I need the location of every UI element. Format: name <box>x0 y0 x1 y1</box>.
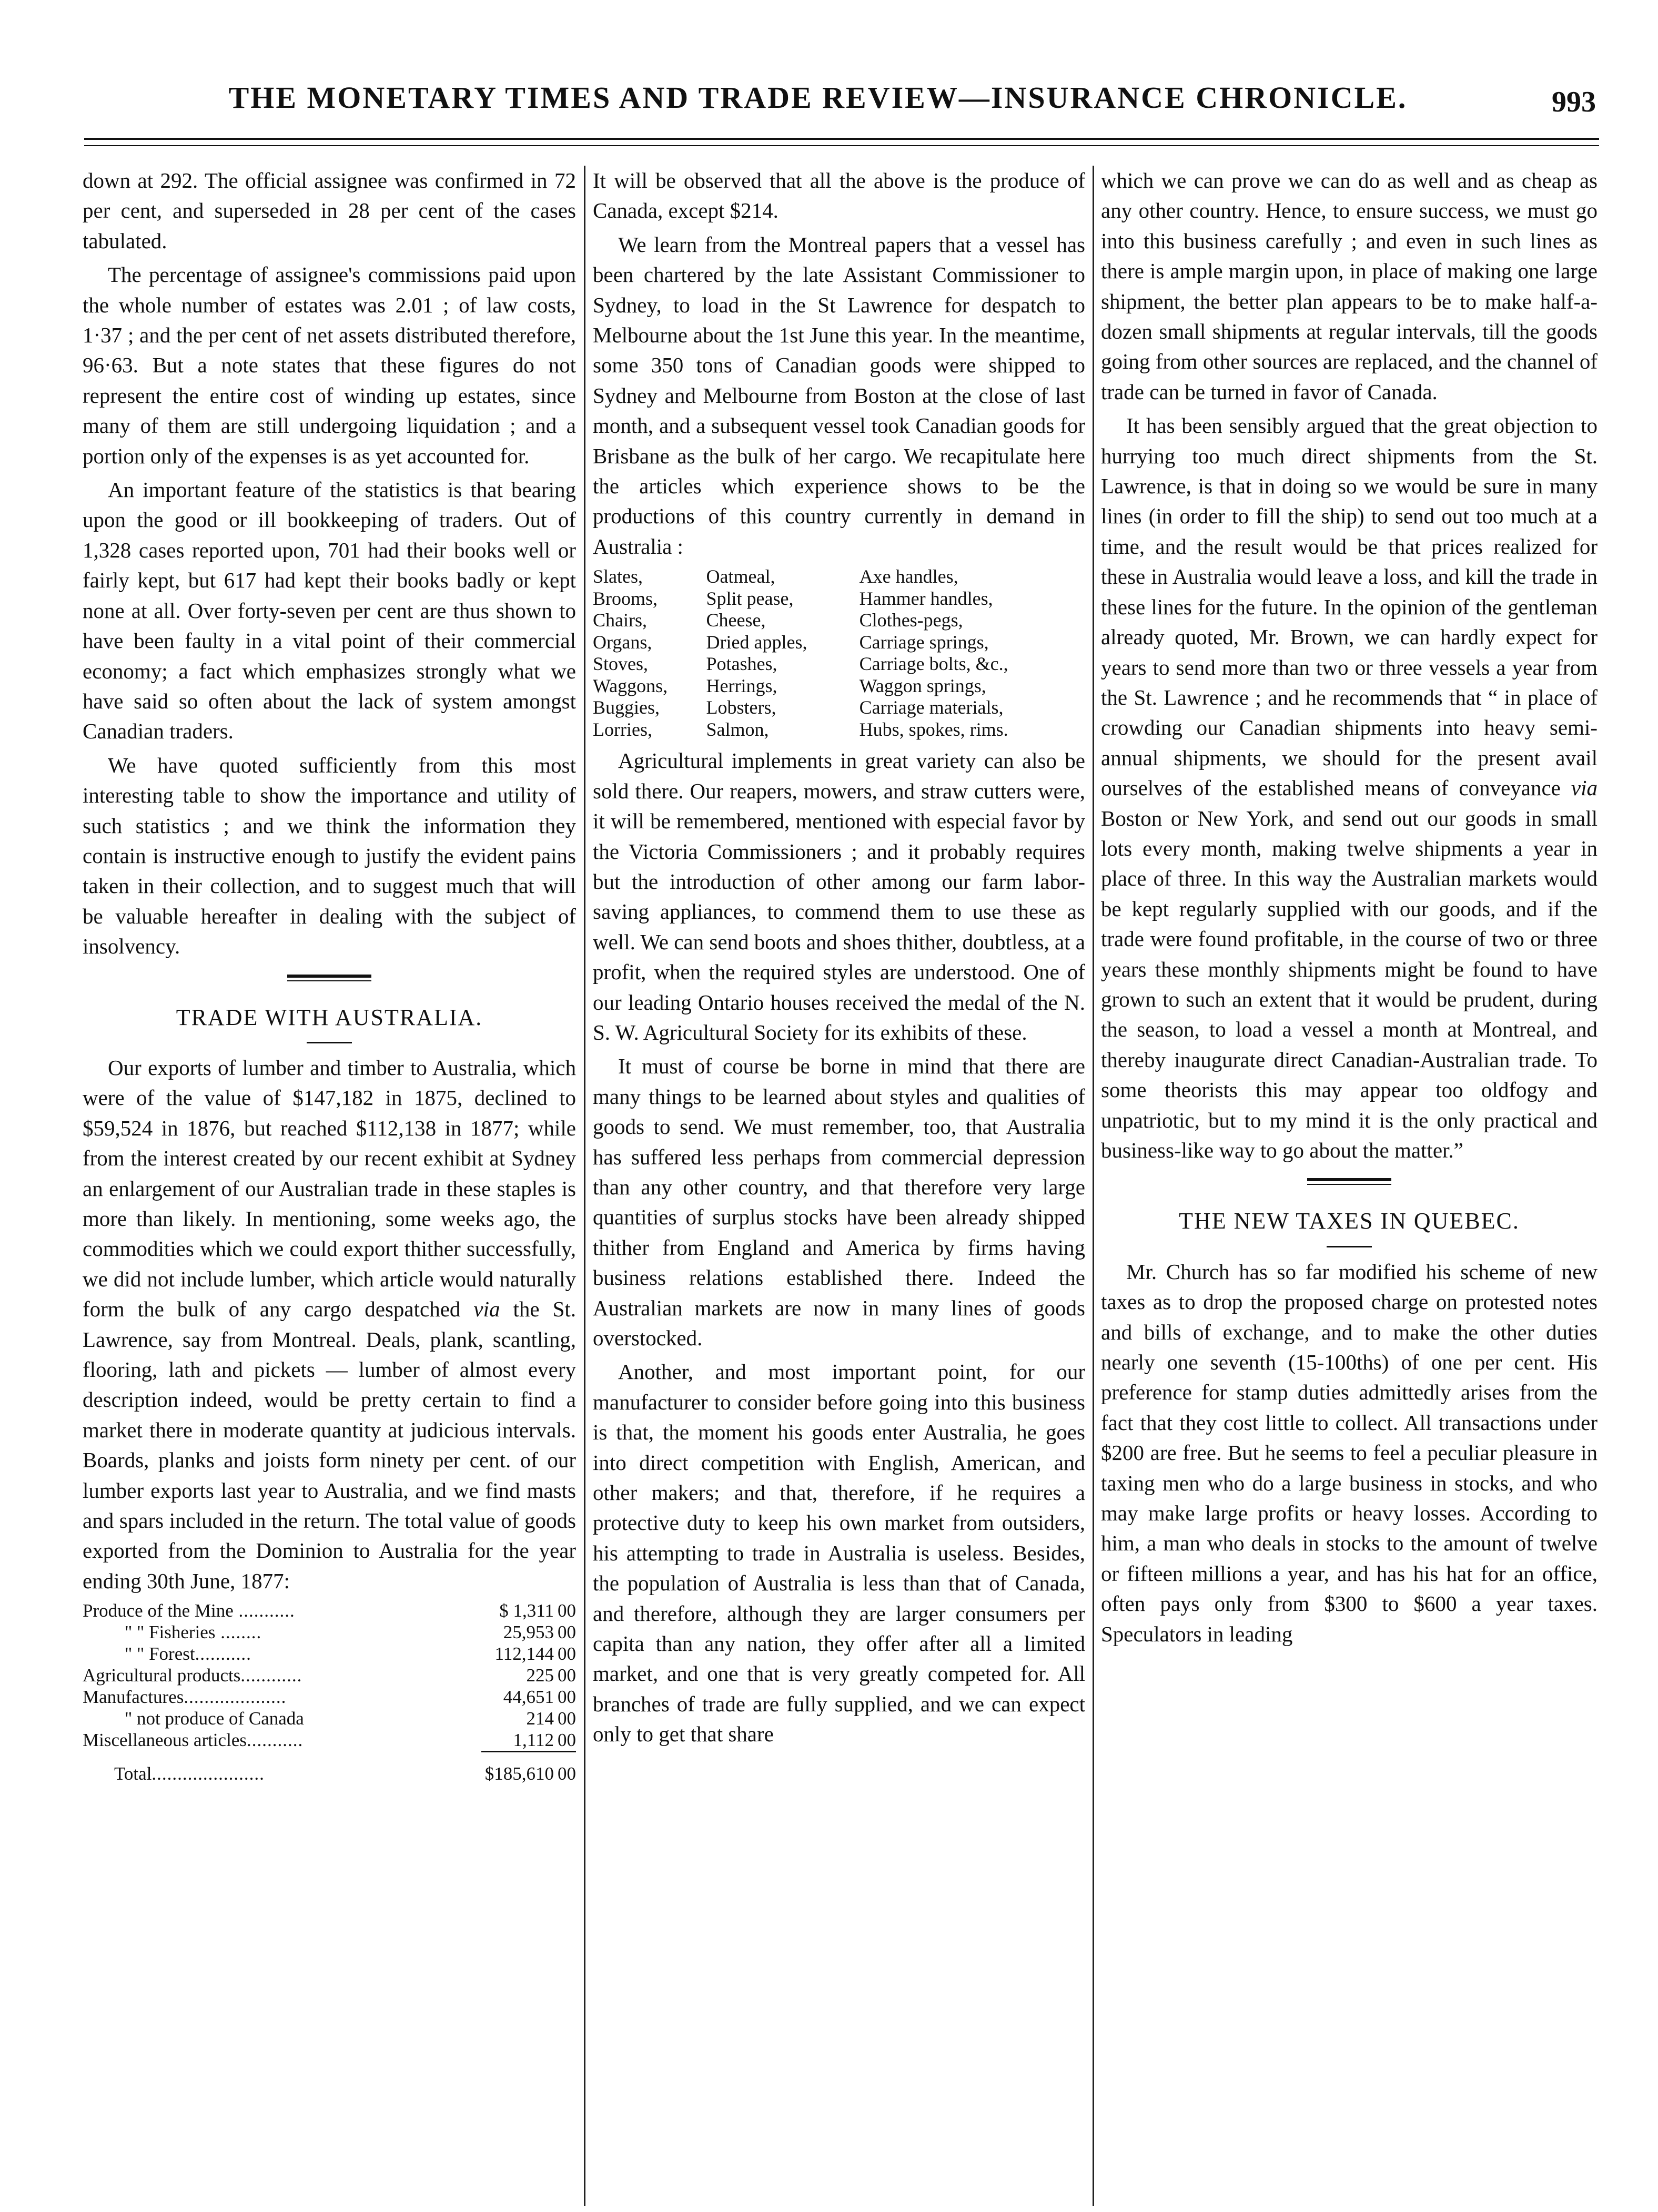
goods-item: Split pease, <box>706 587 794 609</box>
column-1 <box>83 166 576 1784</box>
paragraph: The percentage of assignee's commissions paid upon the whole number of estates was 2.01 ; of law costs, 1·37 ; and the per cent of net assets distributed therefore, 96·63. But a note states that these figures do not represent the entire cost of winding up estates, since many of them are still undergoing liquidation ; and a portion only of the expenses is as yet accounted for. <box>83 262 576 468</box>
export-cents: 00 <box>558 1687 576 1708</box>
paragraph: An important feature of the statistics is that bearing upon the good or ill bookkeeping of traders. Out of 1,328 cases reported upon, 701 had their books well or fairly kept, but 617 had kept their books badly or kept none at all. Over forty-seven per cent are thus shown to have been faulty in a vital point of their commercial economy; a fact which emphasizes strongly what we have said so often about the lack of system amongst Canadian traders. <box>83 478 576 744</box>
export-cents: 00 <box>558 1665 576 1686</box>
total-cents: 00 <box>558 1763 576 1784</box>
paragraph: We learn from the Montreal papers that a vessel has been chartered by the late Assistant Commissioner to Sydney, to load in the St Lawrence for despatch to Melbourne about the 1st June this year. In the meantime, some 350 tons of Canadian goods were shipped to Sydney and Melbourne from Boston at the close of last month, and a subsequent vessel took Canadian goods for Brisbane as the bulk of her cargo. We recapitulate here the articles which experience shows to be the productions of this country currently in demand in Australia : <box>593 232 1085 559</box>
paragraph: Mr. Church has so far modified his scheme of new taxes as to drop the proposed charge on protested notes and bills of exchange, and to make the other duties nearly one seventh (15-100ths) of one per cent. His preference for stamp duties admittedly arises from the fact that they cost little to collect. All transactions under $200 are free. But he seems to feel a peculiar pleasure in taxing men who do a large business in stocks, and who may make large profits or heavy losses. According to him, a man who deals in stocks to the amount of twelve or fifteen millions a year, and has his hat for an office, often pays only from $300 to $600 a year taxes. Speculators in leading <box>1101 1259 1598 1646</box>
goods-item: Brooms, <box>593 587 658 609</box>
export-row <box>83 1686 576 1708</box>
total-rule <box>481 1751 576 1752</box>
export-label-text: Agricultural products <box>83 1665 241 1686</box>
goods-item: Carriage materials, <box>859 697 1004 718</box>
goods-item: Carriage bolts, &c., <box>859 653 1008 675</box>
header-rule-thick <box>84 138 1599 140</box>
paragraph: Another, and most important point, for our manufacturer to consider before going into this business is that, the moment his goods enter Australia, he goes into direct competition with English, American, and other makers; and that, therefore, if he requires a protective duty to keep his own market from outsiders, his attempting to trade in Australia is useless. Besides, the population of Australia is less than that of Canada, and therefore, although they are larger consumers per capita than any nation, they offer after all a limited market, and one that is very greatly competed for. All branches of trade are fully supplied, and we can expect only to get that share <box>593 1359 1085 1747</box>
goods-item: Lobsters, <box>706 697 776 718</box>
goods-item: Slates, <box>593 566 643 587</box>
export-label <box>83 1729 470 1751</box>
section-separator <box>1307 1178 1391 1185</box>
export-amount: $ 1,311 <box>499 1600 554 1621</box>
export-amount: 112,144 <box>494 1643 554 1665</box>
goods-item: Lorries, <box>593 718 652 740</box>
goods-item: Buggies, <box>593 697 660 718</box>
paragraph: which we can prove we can do as well and as cheap as any other country. Hence, to ensure success, we must go into this business carefully ; and even in such lines as there is ample margin upon, in place of making one large shipment, the better plan appears to be to make half-a-dozen small shipments at regular intervals, till the goods going from other sources are replaced, and the channel of trade can be turned in favor of Canada. <box>1101 168 1598 404</box>
italic-word: via <box>473 1297 500 1322</box>
export-label-text: Manufactures <box>83 1687 184 1708</box>
italic-word: via <box>1571 776 1598 800</box>
section-separator <box>287 975 371 981</box>
paragraph-text: It has been sensibly argued that the great objection to hurrying too much direct shipments from the St. Lawrence, is that in doing so we would be sure in many lines (in order to fill the ship) to send out too much at a time, and the result would be that prices realized for these in Australia would leave a loss, and kill the trade in these lines for the future. In the opinion of the gentleman already quoted, Mr. Brown, we can hardly expect for years to send more than two or three vessels a year from the St. Lawrence ; and he recommends that “ in place of crowding our Canadian shipments into heavy semi-annual shipments, we should for the present avail ourselves of the established means of conveyance <box>1101 413 1598 800</box>
export-amount: 44,651 <box>503 1687 554 1708</box>
page-header-title: THE MONETARY TIMES AND TRADE REVIEW—INSURANCE CHRONICLE. <box>228 80 1408 115</box>
goods-row <box>593 675 1085 697</box>
paragraph: It must of course be borne in mind that there are many things to be learned about styles and qualities of goods to send. We must remember, too, that Australia has suffered less perhaps from commercial depression than any other country, and that therefore very large quantities of surplus stocks have been already shipped thither from England and America by firms having business relations established there. Indeed the Australian markets are now in many lines of goods overstocked. <box>593 1054 1085 1350</box>
export-cents: 00 <box>558 1643 576 1665</box>
export-label <box>83 1621 470 1643</box>
goods-row <box>593 653 1085 675</box>
export-row <box>83 1708 576 1729</box>
column-2 <box>593 166 1085 1753</box>
goods-row <box>593 588 1085 610</box>
column-3 <box>1101 166 1598 1653</box>
total-amount: $185,610 <box>484 1763 554 1784</box>
export-row <box>83 1643 576 1665</box>
export-label <box>83 1686 470 1708</box>
goods-item: Chairs, <box>593 610 647 631</box>
goods-item: Axe handles, <box>859 566 958 587</box>
paragraph-text: Our exports of lumber and timber to Australia, which were of the value of $147,182 in 1875, declined to $59,524 in 1876, but reached $112,138 in 1877; while from the interest created by our recent exhibit at Sydney an enlargement of our Australian trade in these staples is more than likely. In mentioning, some weeks ago, the commodities which we could export thither successfully, we did not include lumber, which article would naturally form the bulk of any cargo despatched <box>83 1055 576 1322</box>
goods-list-table <box>593 566 1085 740</box>
export-leader: ........... <box>195 1643 251 1665</box>
export-amount: 1,112 <box>513 1730 554 1751</box>
goods-row <box>593 566 1085 588</box>
goods-item: Waggons, <box>593 675 668 696</box>
export-cents: 00 <box>558 1708 576 1729</box>
export-cents: 00 <box>558 1600 576 1621</box>
goods-item: Hammer handles, <box>859 587 993 609</box>
export-leader: .................... <box>184 1687 287 1708</box>
paragraph: Agricultural implements in great variety can also be sold there. Our reapers, mowers, and straw cutters were, it will be remembered, mentioned with especial favor by the Victoria Commissioners ; and it probably requires but the introduction of other among our farm labor-saving appliances, to commend them to use these as well. We can send boots and shoes thither, doubtless, at a profit, when the required styles are understood. One of our leading Ontario houses received the medal of the N. S. W. Agricultural Society for its exhibits of these. <box>593 748 1085 1044</box>
goods-item: Carriage springs, <box>859 631 989 653</box>
export-label <box>83 1665 470 1686</box>
goods-item: Potashes, <box>706 653 777 675</box>
export-row <box>83 1665 576 1686</box>
heading-underline <box>307 1042 352 1043</box>
column-divider-2 <box>1093 166 1094 2206</box>
export-amount: 25,953 <box>503 1622 554 1643</box>
export-cents: 00 <box>558 1622 576 1643</box>
heading-underline <box>1327 1246 1372 1247</box>
export-leader: ........... <box>233 1600 295 1621</box>
paragraph: It will be observed that all the above is the produce of Canada, except $214. <box>593 168 1085 223</box>
export-row <box>83 1600 576 1621</box>
section-heading-trade-with-australia: TRADE WITH AUSTRALIA. <box>176 1004 483 1030</box>
goods-row <box>593 632 1085 654</box>
export-label-text: " " Forest <box>125 1643 195 1665</box>
export-label-text: " not produce of Canada <box>125 1708 304 1729</box>
total-label: Total...................... <box>114 1763 265 1784</box>
export-label <box>83 1643 470 1665</box>
goods-item: Waggon springs, <box>859 675 986 696</box>
paragraph <box>83 1053 576 1596</box>
goods-item: Organs, <box>593 631 652 653</box>
goods-item: Hubs, spokes, rims. <box>859 718 1008 740</box>
goods-item: Herrings, <box>706 675 777 696</box>
goods-row <box>593 697 1085 719</box>
goods-item: Stoves, <box>593 653 649 675</box>
goods-item: Clothes-pegs, <box>859 610 963 631</box>
goods-row <box>593 610 1085 632</box>
export-leader: ........... <box>246 1730 304 1751</box>
exports-total <box>83 1753 576 1784</box>
export-label-text: Produce of the Mine <box>83 1600 234 1621</box>
section-heading-new-taxes-quebec: THE NEW TAXES IN QUEBEC. <box>1179 1208 1520 1234</box>
paragraph-text: Boston or New York, and send out our goods in small lots every month, making twelve shipments a year in place of three. In this way the Australian markets would be kept regularly supplied with our goods, and if the trade were found profitable, in the course of two or three years these monthly shipments might be found to have grown to such an extent that it would be prudent, during the season, to load a vessel a month at Montreal, and thereby inaugurate direct Canadian-Australian trade. To some theorists this may appear too oldfogy and unpatriotic, but to my mind it is the only practical and business-like way to go about the matter.” <box>1101 806 1598 1162</box>
goods-item: Cheese, <box>706 610 766 631</box>
total-row <box>83 1753 576 1784</box>
export-label-text: Miscellaneous articles <box>83 1730 247 1751</box>
page-number: 993 <box>1552 86 1596 118</box>
export-label-text: " " Fisheries <box>125 1622 216 1643</box>
export-amount: 214 <box>526 1708 554 1729</box>
goods-row <box>593 719 1085 741</box>
export-label <box>83 1600 470 1621</box>
export-label <box>83 1708 470 1729</box>
export-row <box>83 1729 576 1751</box>
paragraph: We have quoted sufficiently from this most interesting table to show the importance and utility of such statistics ; and we think the information they contain is instructive enough to justify the evident pains taken in their collection, and to suggest much that will be valuable hereafter in dealing with the subject of insolvency. <box>83 753 576 959</box>
goods-item: Dried apples, <box>706 631 807 653</box>
column-divider-1 <box>584 166 585 2206</box>
paragraph <box>1101 411 1598 1165</box>
export-row <box>83 1621 576 1643</box>
paragraph: down at 292. The official assignee was confirmed in 72 per cent, and superseded in 28 per cent of the cases tabulated. <box>83 168 576 253</box>
exports-table <box>83 1600 576 1751</box>
goods-item: Salmon, <box>706 718 769 740</box>
export-leader: ............ <box>240 1665 302 1686</box>
export-cents: 00 <box>558 1730 576 1751</box>
export-leader: ........ <box>215 1622 262 1643</box>
header-rule-thin <box>84 145 1599 146</box>
goods-item: Oatmeal, <box>706 566 775 587</box>
export-amount: 225 <box>526 1665 554 1686</box>
paragraph-text: the St. Lawrence, say from Montreal. Deals, plank, scantling, flooring, lath and pickets — lumber of almost every description indeed, would be pretty certain to find a market there in moderate quantity at judicious intervals. Boards, planks and joists form ninety per cent. of our lumber exports last year to Australia, and we find masts and spars included in the return. The total value of goods exported from the Dominion to Australia for the year ending 30th June, 1877: <box>83 1297 577 1593</box>
